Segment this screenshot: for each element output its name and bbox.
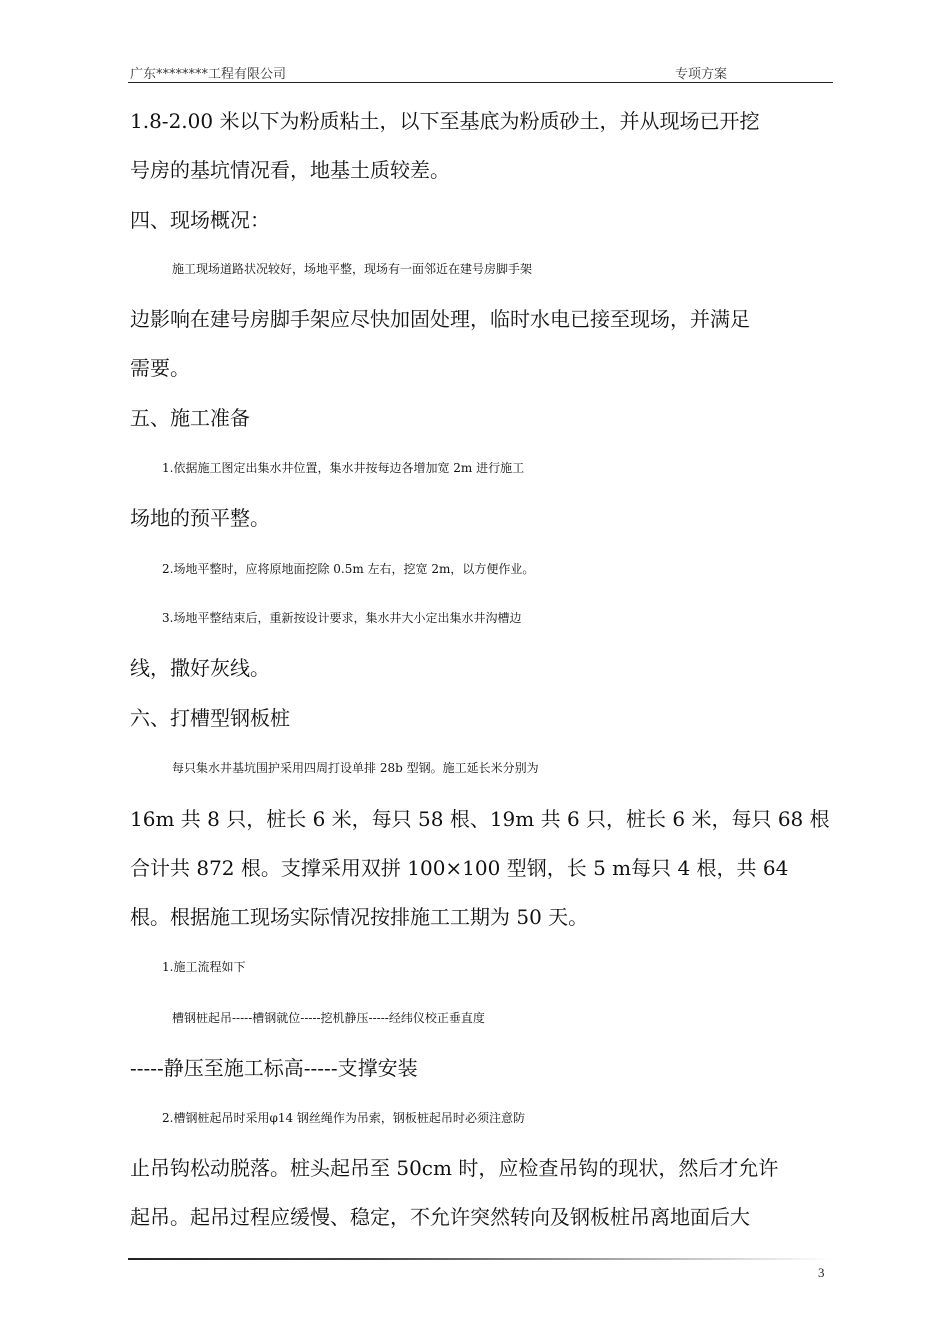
text-line: 槽钢桩起吊-----槽钢就位-----挖机静压-----经纬仪校正垂直度 xyxy=(172,1011,485,1025)
text-line: 根。根据施工现场实际情况按排施工工期为 50 天。 xyxy=(130,905,589,929)
text-line: 施工现场道路状况较好，场地平整，现场有一面邻近在建号房脚手架 xyxy=(172,262,533,276)
text-line: 3.场地平整结束后，重新按设计要求，集水井大小定出集水井沟槽边 xyxy=(162,611,522,625)
text-line: 需要。 xyxy=(130,356,190,380)
text-line: 起吊。起吊过程应缓慢、稳定，不允许突然转向及钢板桩吊离地面后大 xyxy=(130,1205,750,1229)
text-line: 每只集水井基坑围护采用四周打设单排 28b 型钢。施工延长米分别为 xyxy=(172,761,539,775)
header-divider xyxy=(128,82,833,83)
text-line: 号房的基坑情况看，地基土质较差。 xyxy=(130,158,450,182)
text-line: 1.施工流程如下 xyxy=(162,960,246,974)
section-heading: 五、施工准备 xyxy=(130,406,250,430)
text-line: 2.场地平整时，应将原地面挖除 0.5m 左右，挖宽 2m，以方便作业。 xyxy=(162,562,535,576)
section-heading: 六、打槽型钢板桩 xyxy=(130,706,290,730)
section-heading: 四、现场概况： xyxy=(130,208,270,232)
text-line: 线，撒好灰线。 xyxy=(130,656,270,680)
text-line: 16m 共 8 只，桩长 6 米，每只 58 根、19m 共 6 只，桩长 6 米，每只 68 根 xyxy=(130,807,830,831)
header-doc-type: 专项方案 xyxy=(675,67,728,82)
text-line: 2.槽钢桩起吊时采用φ14 钢丝绳作为吊索，钢板桩起吊时必须注意防 xyxy=(162,1111,525,1125)
footer-divider xyxy=(128,1258,833,1260)
text-line: 场地的预平整。 xyxy=(130,506,270,530)
text-line: 1.依据施工图定出集水井位置，集水井按每边各增加宽 2m 进行施工 xyxy=(162,461,525,475)
text-line: 止吊钩松动脱落。桩头起吊至 50cm 时，应检查吊钩的现状，然后才允许 xyxy=(130,1156,779,1180)
text-line: 边影响在建号房脚手架应尽快加固处理，临时水电已接至现场，并满足 xyxy=(130,307,750,331)
text-line: 合计共 872 根。支撑采用双拼 100×100 型钢，长 5 m每只 4 根，共 64 xyxy=(130,856,789,880)
header-company: 广东********工程有限公司 xyxy=(130,67,287,82)
page-number: 3 xyxy=(818,1265,825,1280)
text-line: 1.8-2.00 米以下为粉质粘土，以下至基底为粉质砂土，并从现场已开挖 xyxy=(130,109,760,133)
text-line: -----静压至施工标高-----支撑安装 xyxy=(130,1056,418,1080)
